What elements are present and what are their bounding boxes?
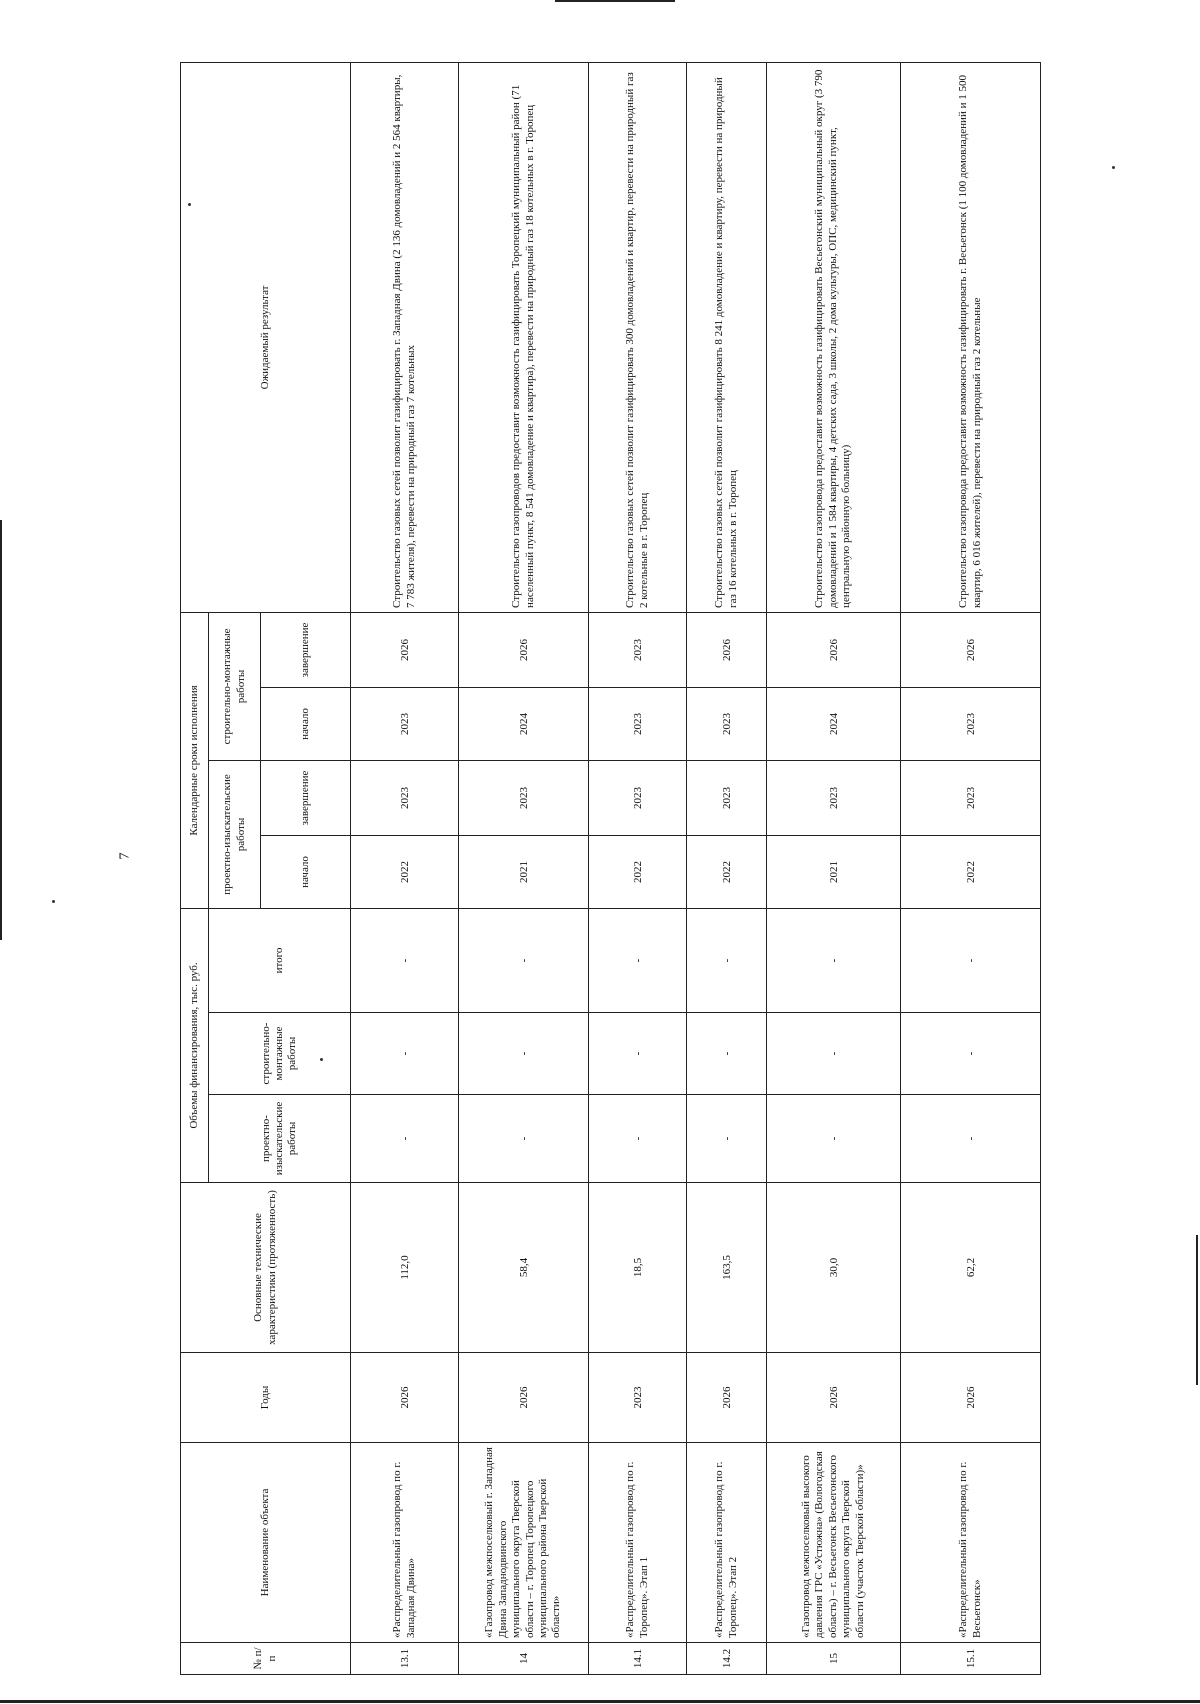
construction-end: 2026 xyxy=(459,612,589,687)
header-schedule-design: проектно-изыскательские работы xyxy=(209,760,261,908)
header-funding-group: Объемы финансирования, тыс. руб. xyxy=(181,908,209,1182)
construction-end: 2026 xyxy=(351,612,459,687)
header-funding-construction: строительно-монтажные работы xyxy=(209,1013,351,1095)
expected-result: Строительство газовых сетей позволит газифицировать 8 241 домовладение и квартиру, перевести на природный газ 16 котельных в г. Торопец xyxy=(687,62,767,612)
design-start: 2022 xyxy=(589,835,687,908)
construction-end: 2026 xyxy=(901,612,1041,687)
row-num: 14 xyxy=(459,1643,589,1675)
design-start: 2022 xyxy=(351,835,459,908)
years: 2026 xyxy=(687,1353,767,1443)
design-start: 2022 xyxy=(901,835,1041,908)
gas-pipeline-table xyxy=(180,62,1041,1675)
funding-total: - xyxy=(901,908,1041,1012)
row-num: 13.1 xyxy=(351,1643,459,1675)
funding-construction: - xyxy=(459,1013,589,1095)
scan-edge-bottom xyxy=(0,1700,1200,1703)
funding-total: - xyxy=(459,908,589,1012)
header-funding-total: итого xyxy=(209,908,351,1012)
row-num: 14.1 xyxy=(589,1643,687,1675)
header-tech: Основные технические характеристики (протяженность) xyxy=(181,1183,351,1353)
design-end: 2023 xyxy=(351,760,459,835)
tech-length: 62,2 xyxy=(901,1183,1041,1353)
object-name: «Распределительный газопровод по г. Торопец». Этап 1 xyxy=(589,1443,687,1643)
funding-design: - xyxy=(589,1095,687,1183)
table-row xyxy=(767,62,901,1674)
expected-result: Строительство газопровода предоставит возможность газифицировать г. Весьегонск (1 100 домовладений и 1 500 квартир, 6 016 жителей), перевести на природный газ 2 котельные xyxy=(901,62,1041,612)
funding-design: - xyxy=(767,1095,901,1183)
funding-design: - xyxy=(351,1095,459,1183)
years: 2026 xyxy=(459,1353,589,1443)
header-schedule-construction: строительно-монтажные работы xyxy=(209,612,261,760)
design-end: 2023 xyxy=(459,760,589,835)
object-name: «Газопровод межпоселковый г. Западная Двина Западнодвинского муниципального округа Тверской области – г. Торопец Торопецкого муниципального района Тверской области» xyxy=(459,1443,589,1643)
expected-result: Строительство газопровода предоставит возможность газифицировать Весьегонский муниципальный округ (3 790 домовладений и 1 584 квартиры, 4 детских сада, 3 школы, 2 дома культуры, ОПС, медицинский пункт, центральную районную больницу) xyxy=(767,62,901,612)
funding-construction: - xyxy=(687,1013,767,1095)
row-num: 14.2 xyxy=(687,1643,767,1675)
construction-start: 2023 xyxy=(589,687,687,760)
tech-length: 18,5 xyxy=(589,1183,687,1353)
header-schedule-group: Календарные сроки исполнения xyxy=(181,612,209,908)
design-start: 2021 xyxy=(767,835,901,908)
header-funding-design: проектно-изыскательские работы xyxy=(209,1095,351,1183)
funding-total: - xyxy=(589,908,687,1012)
table-row xyxy=(351,62,459,1674)
funding-construction: - xyxy=(351,1013,459,1095)
design-end: 2023 xyxy=(901,760,1041,835)
header-years: Годы xyxy=(181,1353,351,1443)
tech-length: 163,5 xyxy=(687,1183,767,1353)
header-name: Наименование объекта xyxy=(181,1443,351,1643)
scan-speck xyxy=(52,900,55,903)
funding-total: - xyxy=(687,908,767,1012)
row-num: 15 xyxy=(767,1643,901,1675)
header-construction-start: начало xyxy=(261,687,351,760)
table-row xyxy=(589,62,687,1674)
scan-edge-left xyxy=(0,520,2,940)
design-start: 2021 xyxy=(459,835,589,908)
funding-design: - xyxy=(901,1095,1041,1183)
funding-construction: - xyxy=(767,1013,901,1095)
construction-start: 2023 xyxy=(687,687,767,760)
expected-result: Строительство газопроводов предоставит возможность газифицировать Торопецкий муниципальный район (71 населенный пункт, 8 541 домовладение и квартира), перевести на природный газ 18 котельных в г. Торопец xyxy=(459,62,589,612)
funding-total: - xyxy=(767,908,901,1012)
object-name: «Распределительный газопровод по г. Западная Двина» xyxy=(351,1443,459,1643)
object-name: «Распределительный газопровод по г. Весьегонск» xyxy=(901,1443,1041,1643)
table-row xyxy=(901,62,1041,1674)
construction-start: 2023 xyxy=(901,687,1041,760)
funding-total: - xyxy=(351,908,459,1012)
rotated-table-container xyxy=(180,63,1040,1675)
header-design-end: завершение xyxy=(261,760,351,835)
years: 2026 xyxy=(901,1353,1041,1443)
design-end: 2023 xyxy=(687,760,767,835)
object-name: «Газопровод межпоселковый высокого давления ГРС «Устюжна» (Вологодская область) – г. Весьегонск Весьегонского муниципального округа Тверской области (участок Тверской области)» xyxy=(767,1443,901,1643)
construction-start: 2023 xyxy=(351,687,459,760)
expected-result: Строительство газовых сетей позволит газифицировать 300 домовладений и квартир, перевести на природный газ 2 котельные в г. Торопец xyxy=(589,62,687,612)
header-construction-end: завершение xyxy=(261,612,351,687)
funding-construction: - xyxy=(901,1013,1041,1095)
scan-edge-top xyxy=(555,0,675,2)
tech-length: 112,0 xyxy=(351,1183,459,1353)
tech-length: 58,4 xyxy=(459,1183,589,1353)
tech-length: 30,0 xyxy=(767,1183,901,1353)
header-result: Ожидаемый результат xyxy=(181,62,351,612)
years: 2023 xyxy=(589,1353,687,1443)
object-name: «Распределительный газопровод по г. Торопец». Этап 2 xyxy=(687,1443,767,1643)
expected-result: Строительство газовых сетей позволит газифицировать г. Западная Двина (2 136 домовладений и 2 564 квартиры, 7 783 жителя), перевести на природный газ 7 котельных xyxy=(351,62,459,612)
row-num: 15.1 xyxy=(901,1643,1041,1675)
construction-end: 2023 xyxy=(589,612,687,687)
page-number: 7 xyxy=(117,852,133,860)
table-row xyxy=(459,62,589,1674)
years: 2026 xyxy=(351,1353,459,1443)
funding-design: - xyxy=(459,1095,589,1183)
design-end: 2023 xyxy=(589,760,687,835)
header-num: № п/п xyxy=(181,1643,351,1675)
table-row xyxy=(687,62,767,1674)
funding-design: - xyxy=(687,1095,767,1183)
design-start: 2022 xyxy=(687,835,767,908)
construction-end: 2026 xyxy=(687,612,767,687)
design-end: 2023 xyxy=(767,760,901,835)
header-design-start: начало xyxy=(261,835,351,908)
scan-speck xyxy=(1112,166,1115,169)
construction-start: 2024 xyxy=(459,687,589,760)
scan-edge-right xyxy=(1196,1235,1198,1385)
construction-end: 2026 xyxy=(767,612,901,687)
funding-construction: - xyxy=(589,1013,687,1095)
years: 2026 xyxy=(767,1353,901,1443)
construction-start: 2024 xyxy=(767,687,901,760)
